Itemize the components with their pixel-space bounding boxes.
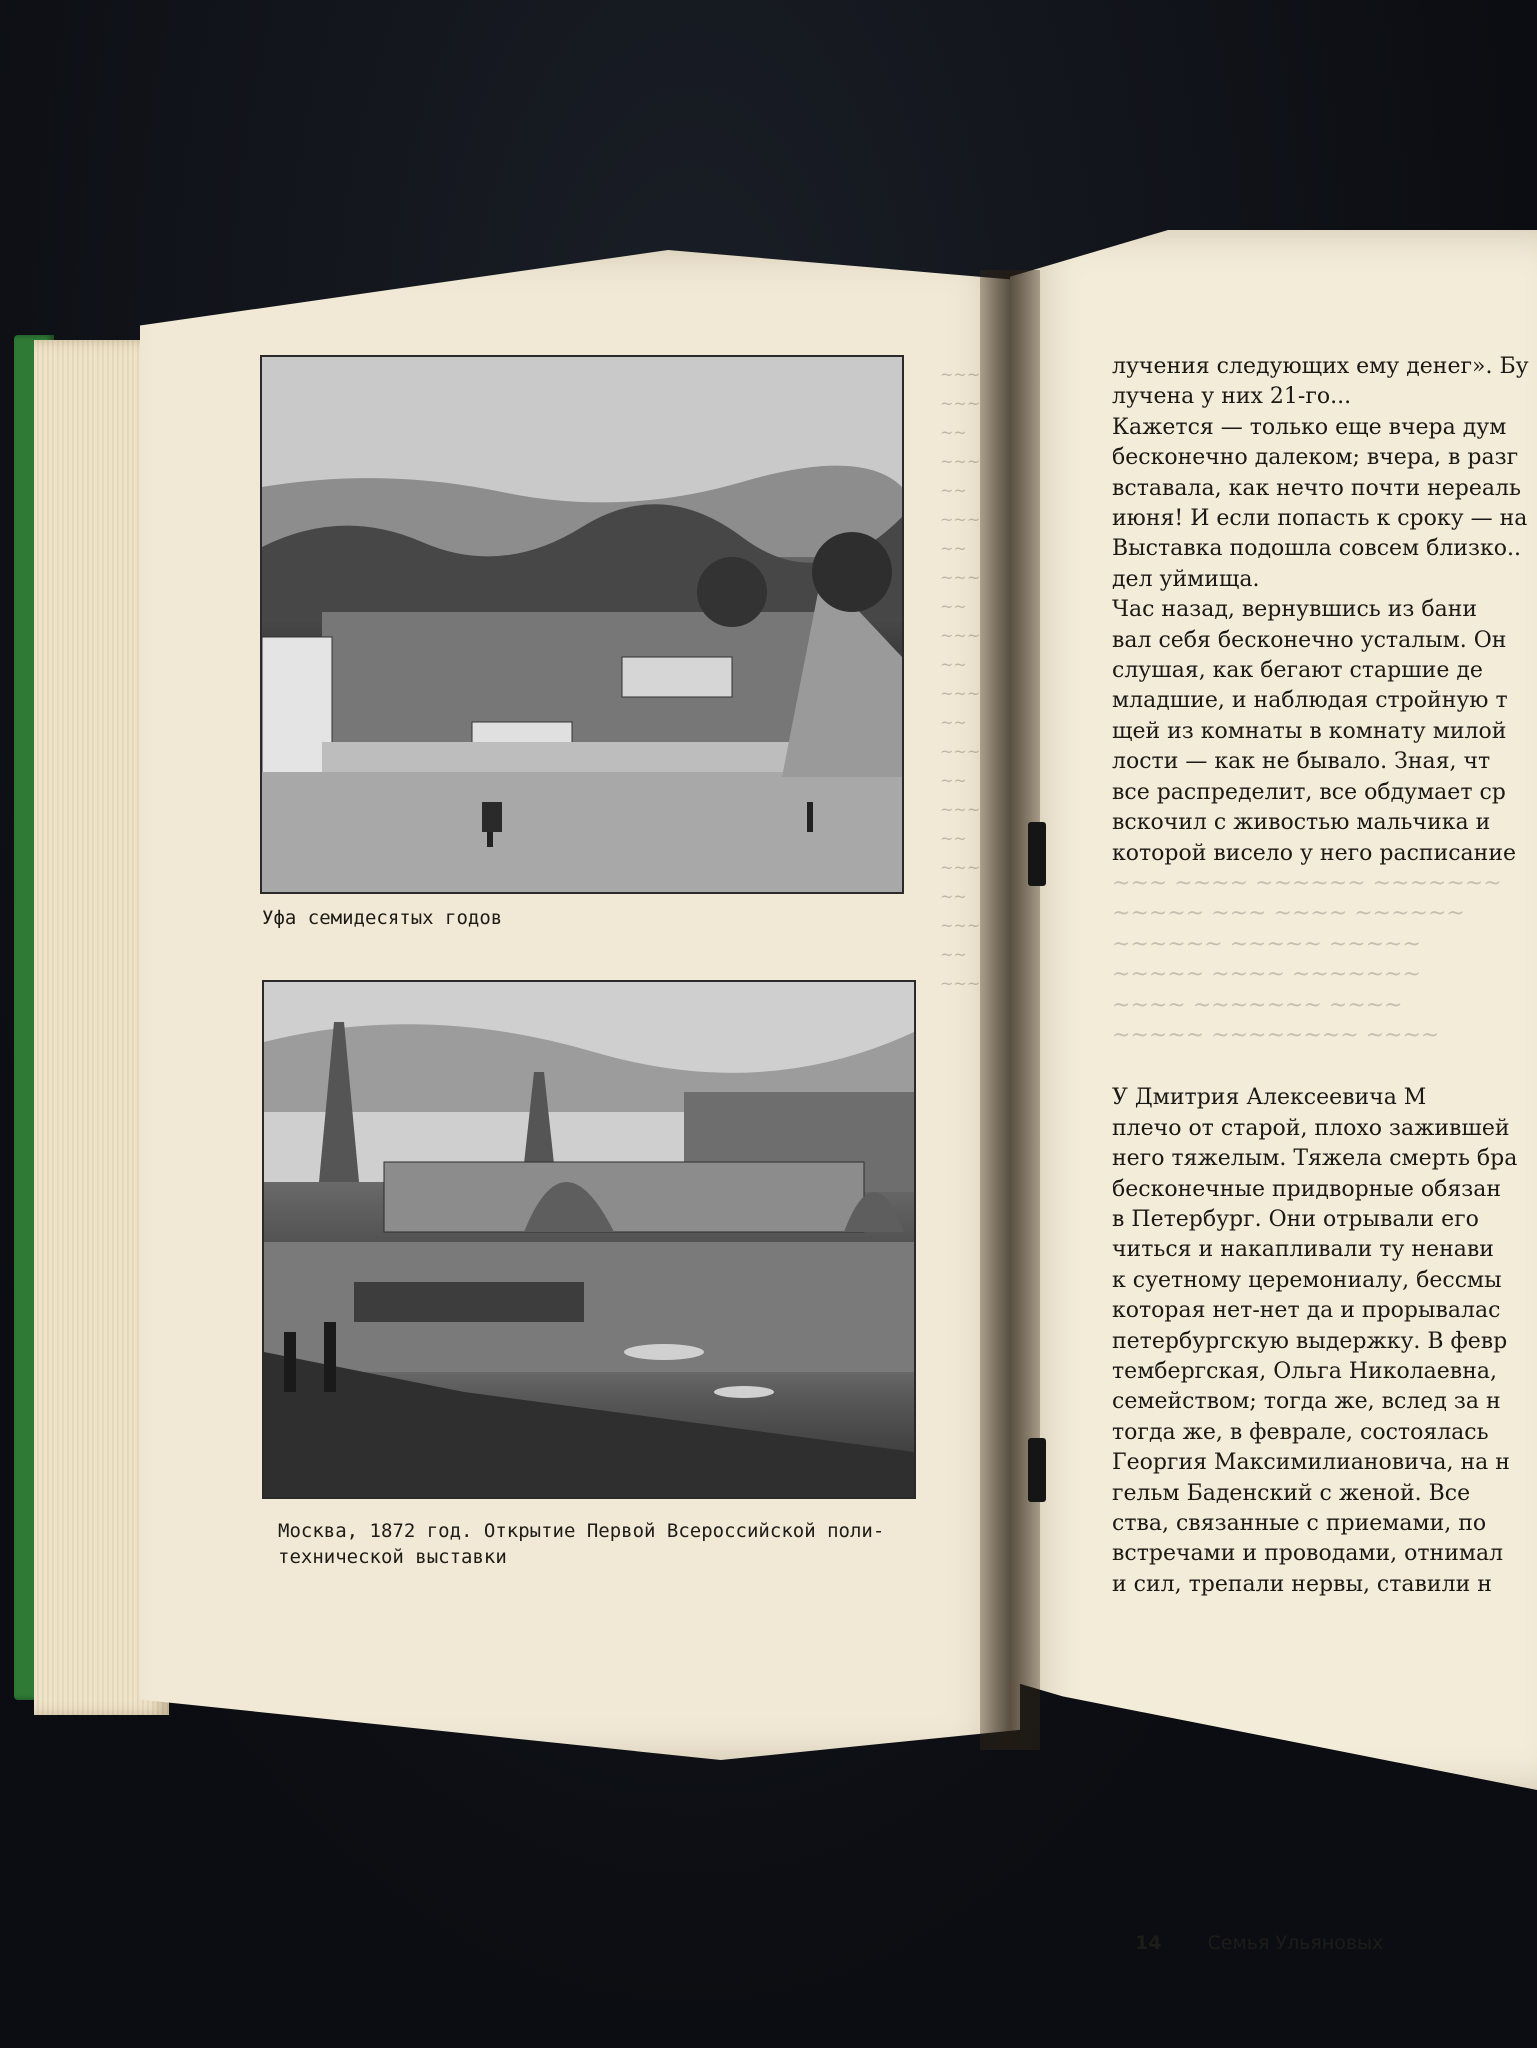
caption-ufa: Уфа семидесятых годов <box>262 907 503 929</box>
right-page-text <box>1112 352 1537 1600</box>
text-line: петербургскую выдержку. В февр <box>1112 1328 1508 1354</box>
engraving-ufa-cityscape-icon <box>260 355 904 894</box>
text-line: слушая, как бегают старшие де <box>1112 658 1483 684</box>
text-line: которая нет-нет да и прорывалас <box>1112 1298 1501 1324</box>
text-line: него тяжелым. Тяжела смерть бра <box>1112 1146 1518 1172</box>
page-number: 14 <box>1135 1932 1162 1954</box>
engraving-moscow-exhibition-icon <box>262 980 916 1499</box>
caption-moscow-line1: Москва, 1872 год. Открытие Первой Всероссийской поли- <box>278 1520 885 1542</box>
text-line: лучена у них 21-го... <box>1112 384 1352 410</box>
text-line: Кажется — только еще вчера дум <box>1112 414 1507 440</box>
text-line: встречами и проводами, отнимал <box>1112 1541 1504 1567</box>
text-line: младшие, и наблюдая стройную т <box>1112 688 1508 714</box>
text-line: вал себя бесконечно усталым. Он <box>1112 627 1507 653</box>
text-line: тембергская, Ольга Николаевна, <box>1112 1359 1497 1384</box>
text-line: ства, связанные с приемами, по <box>1112 1511 1487 1537</box>
text-line: вскочил с живостью мальчика и <box>1112 810 1491 836</box>
text-line: дел уймища. <box>1112 566 1260 592</box>
text-line: Час назад, вернувшись из бани <box>1112 597 1478 623</box>
text-line: гельм Баденский с женой. Все <box>1112 1480 1471 1506</box>
text-line: семейством; тогда же, вслед за н <box>1112 1389 1501 1415</box>
text-line: Георгия Максимилиановича, на н <box>1112 1450 1510 1476</box>
text-line: бесконечно далеком; вчера, в разг <box>1112 445 1519 471</box>
text-line: лучения следующих ему денег». Бу <box>1112 354 1529 379</box>
text-line: к суетному церемониалу, бессмы <box>1112 1267 1502 1293</box>
running-title: Семья Ульяновых <box>1207 1932 1384 1954</box>
text-line: лости — как не бывало. Зная, чт <box>1112 749 1491 775</box>
text-line: которой висело у него расписание <box>1112 840 1517 866</box>
text-line: Выставка подошла совсем близко.. <box>1112 536 1522 562</box>
text-line: все распределит, все обдумает ср <box>1112 779 1506 805</box>
text-line: в Петербург. Они отрывали его <box>1112 1206 1479 1232</box>
show-through-text: ~~~ ~~~~ ~~~~~~ ~~~~~~~ ~~~~~ ~~~ ~~~~ ~~~~~~ ~~~~~~ ~~~~~ ~~~~~ ~~~~~ ~~~~ ~~~~~~~ ~~~~ ~~~~~~~ ~~~~ ~~~~~ ~~~~~~~~ ~~~~ <box>1112 870 1502 1048</box>
text-line: щей из комнаты в комнату милой <box>1112 718 1507 744</box>
text-line: У Дмитрия Алексеевича М <box>1112 1085 1427 1111</box>
text-line: вставала, как нечто почти нереаль <box>1112 475 1521 501</box>
caption-moscow <box>278 1518 898 1570</box>
text-line: читься и накапливали ту ненави <box>1112 1237 1494 1263</box>
page-footer <box>1135 1932 1383 1954</box>
text-line: июня! И если попасть к сроку — на <box>1112 506 1528 532</box>
text-line: и сил, трепали нервы, ставили н <box>1112 1571 1492 1597</box>
binder-clip-icon <box>1028 1438 1046 1502</box>
show-through-text: ~~~ ~~~ ~~ ~~~ ~~ ~~~ ~~ ~~~ ~~ ~~~ ~~ ~~~ ~~ ~~~ ~~ ~~~ ~~ ~~~ ~~ ~~~ ~~ ~~~ <box>940 365 981 993</box>
text-line: бесконечные придворные обязан <box>1112 1176 1501 1202</box>
text-line: тогда же, в феврале, состоялась <box>1112 1419 1489 1445</box>
binder-clip-icon <box>1028 822 1046 886</box>
text-line: плечо от старой, плохо зажившей <box>1112 1115 1510 1141</box>
caption-moscow-line2: технической выставки <box>278 1546 507 1568</box>
